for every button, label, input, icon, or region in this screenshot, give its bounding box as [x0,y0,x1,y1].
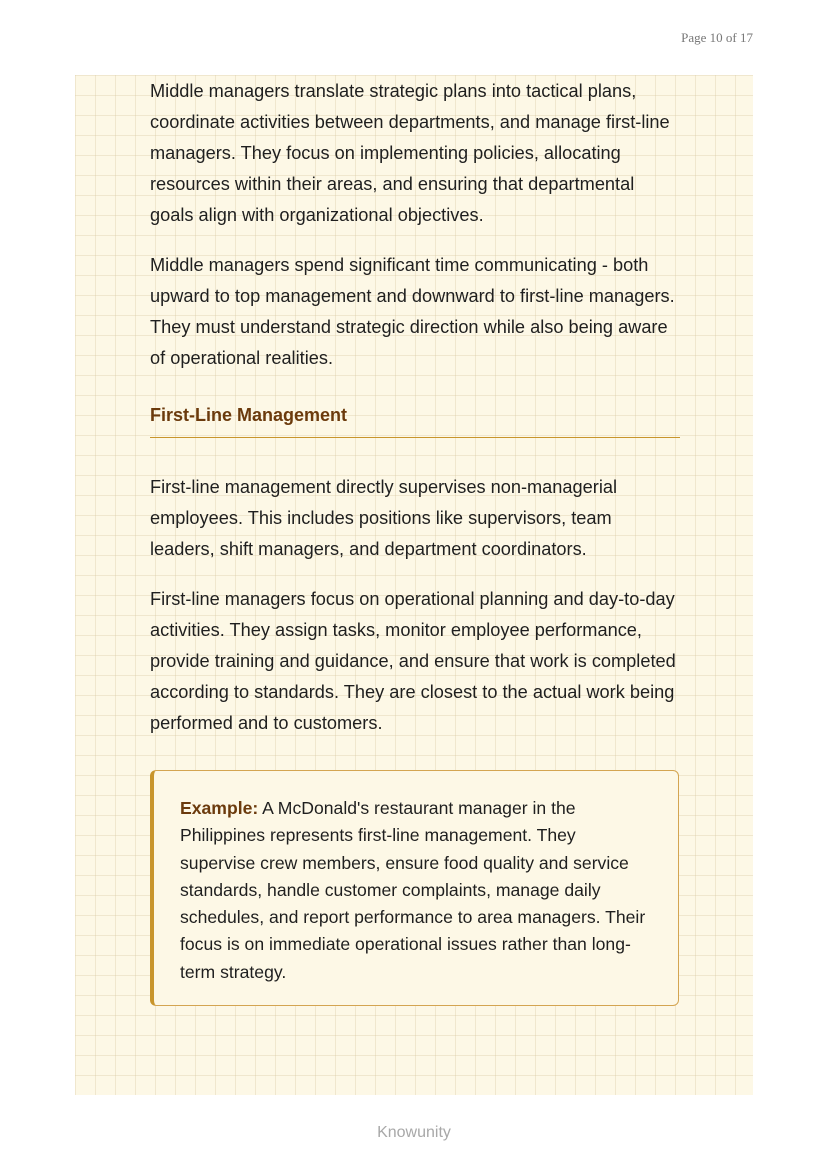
footer-brand: Knowunity [377,1124,451,1141]
paragraph-first-line-definition: First-line management directly supervises non-managerial employees. This includes positions like supervisors, team leaders, shift managers, and department coordinators. [150,477,618,559]
paragraph-middle-managers-role: Middle managers translate strategic plans into tactical plans, coordinate activities between departments, and manage first-line managers. They focus on implementing policies, allocating resources within their areas, and ensuring that departmental goals align with organizational objectives. [150,81,670,225]
example-text [180,795,650,986]
example-callout [150,770,679,1006]
paragraph-first-line-focus: First-line managers focus on operational planning and day-to-day activities. They assign tasks, monitor employee performance, provide training and guidance, and ensure that work is completed according to standards. They are closest to the actual work being performed and to customers. [150,589,676,733]
example-body: A McDonald's restaurant manager in the Philippines represents first-line management. They supervise crew members, ensure food quality and service standards, handle customer complaints, manage daily schedules, and report performance to area managers. Their focus is on immediate operational issues rather than long-term strategy. [180,798,646,982]
page-number: Page 10 of 17 [681,30,753,45]
example-label: Example: [180,798,259,818]
document-body [150,76,680,758]
paragraph-middle-managers-communication: Middle managers spend significant time communicating - both upward to top management and downward to first-line managers. They must understand strategic direction while also being aware of operational realities. [150,255,675,368]
section-heading-first-line-management: First-Line Management [150,402,680,438]
